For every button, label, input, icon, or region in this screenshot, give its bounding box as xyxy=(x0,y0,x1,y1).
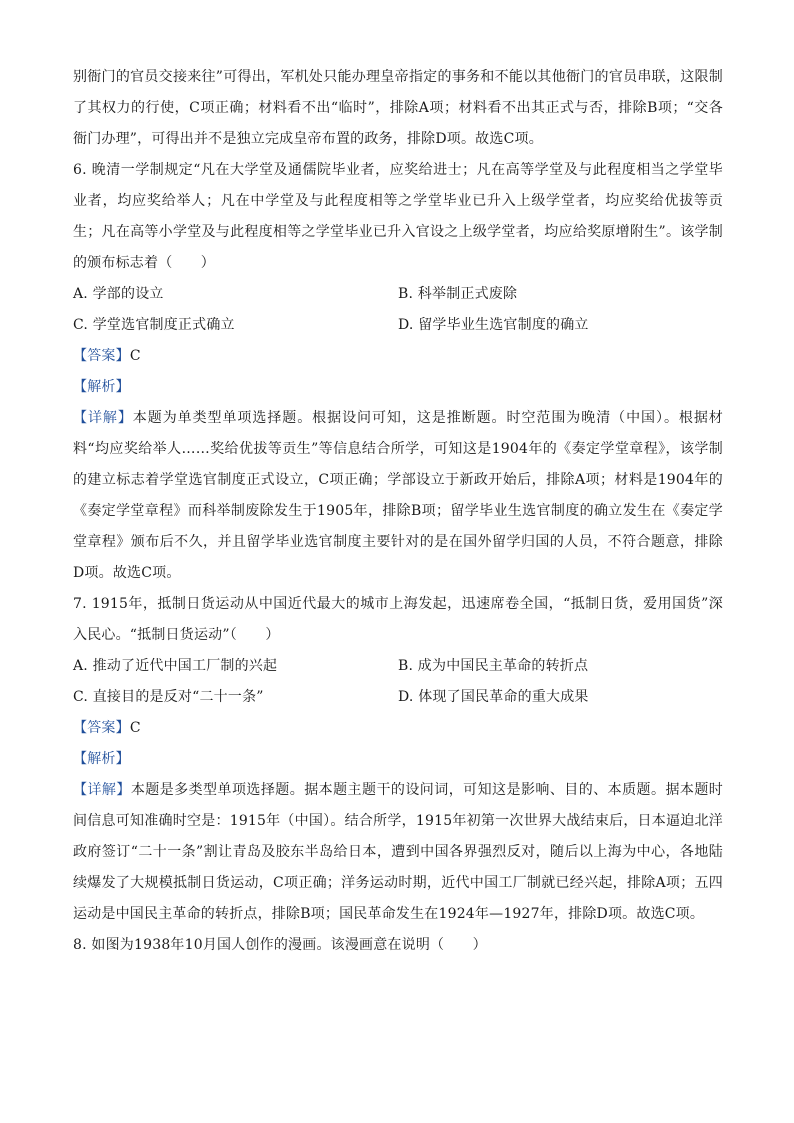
q6-analysis-line xyxy=(73,372,723,403)
q7-answer-tag: 【答案】 xyxy=(73,720,130,736)
q7-stem: 7. 1915年，抵制日货运动从中国近代最大的城市上海发起，迅速席卷全国，“抵制日货，爱用国货”深入民心。“抵制日货运动”（ ） xyxy=(73,596,723,643)
q6-answer-line xyxy=(73,341,723,372)
q6-option-d: D. 留学毕业生选官制度的确立 xyxy=(398,317,589,333)
q7-detail xyxy=(73,775,723,930)
q7-option-a: A. 推动了近代中国工厂制的兴起 xyxy=(73,658,278,674)
q6-answer-value: C xyxy=(129,348,141,364)
q6-answer-tag: 【答案】 xyxy=(73,348,130,364)
q7-detail-tag: 【详解】 xyxy=(73,782,131,798)
q7-option-b: B. 成为中国民主革命的转折点 xyxy=(398,658,589,674)
q7-analysis-line xyxy=(73,744,723,775)
q7-analysis-tag: 【解析】 xyxy=(73,751,130,767)
q6-detail-tag: 【详解】 xyxy=(73,410,133,426)
q7-option-c: C. 直接目的是反对“二十一条” xyxy=(73,689,264,705)
q8-stem: 8. 如图为1938年10月国人创作的漫画。该漫画意在说明（ ） xyxy=(73,937,487,953)
q7-answer-value: C xyxy=(129,720,141,736)
intro-paragraph: 别衙门的官员交接来往”可得出，军机处只能办理皇帝指定的事务和不能以其他衙门的官员串联，这限制了其权力的行使，C项正确；材料看不出“临时”，排除A项；材料看不出其正式与否，排除B项；“交各衙门办理”，可得出并不是独立完成皇帝布置的政务，排除D项。故选C项。 xyxy=(73,69,723,147)
q7-detail-text: 本题是多类型单项选择题。据本题主题干的设问词，可知这是影响、目的、本质题。据本题时间信息可知准确时空是：1915年（中国）。结合所学，1915年初第一次世界大战结束后，日本逼迫北洋政府签订“二十一条”割让青岛及胶东半岛给日本，遭到中国各界强烈反对，随后以上海为中心，各地陆续爆发了大规模抵制日货运动，C项正确；洋务运动时期，近代中国工厂制就已经兴起，排除A项；五四运动是中国民主革命的转折点，排除B项；国民革命发生在1924年—1927年，排除D项。故选C项。 xyxy=(73,782,723,922)
q6-option-b: B. 科举制正式废除 xyxy=(398,286,518,302)
q7-options xyxy=(73,651,723,713)
q6-detail xyxy=(73,403,723,589)
q6-detail-text: 本题为单类型单项选择题。根据设问可知，这是推断题。时空范围为晚清（中国）。根据材料“均应奖给举人……奖给优拔等贡生”等信息结合所学，可知这是1904年的《奏定学堂章程》，该学制的建立标志着学堂选官制度正式设立，C项正确；学部设立于新政开始后，排除A项；材料是1904年的《奏定学堂章程》而科举制废除发生于1905年，排除B项；留学毕业生选官制度的确立发生在《奏定学堂章程》颁布后不久，并且留学毕业选官制度主要针对的是在国外留学归国的人员，不符合题意，排除D项。故选C项。 xyxy=(73,410,723,581)
q7-option-d: D. 体现了国民革命的重大成果 xyxy=(398,689,589,705)
q7-answer-line xyxy=(73,713,723,744)
q6-option-a: A. 学部的设立 xyxy=(73,286,164,302)
q6-stem: 6. 晚清一学制规定“凡在大学堂及通儒院毕业者，应奖给进士；凡在高等学堂及与此程度相当之学堂毕业者，均应奖给举人；凡在中学堂及与此程度相等之学堂毕业已升入上级学堂者，均应奖给优拔等贡生；凡在高等小学堂及与此程度相等之学堂毕业已升入官设之上级学堂者，均应给奖原增附生”。该学制的颁布标志着（ ） xyxy=(73,162,723,271)
q6-option-c: C. 学堂选官制度正式确立 xyxy=(73,317,235,333)
document-page xyxy=(73,62,723,961)
q6-options xyxy=(73,279,723,341)
q6-analysis-tag: 【解析】 xyxy=(73,379,130,395)
